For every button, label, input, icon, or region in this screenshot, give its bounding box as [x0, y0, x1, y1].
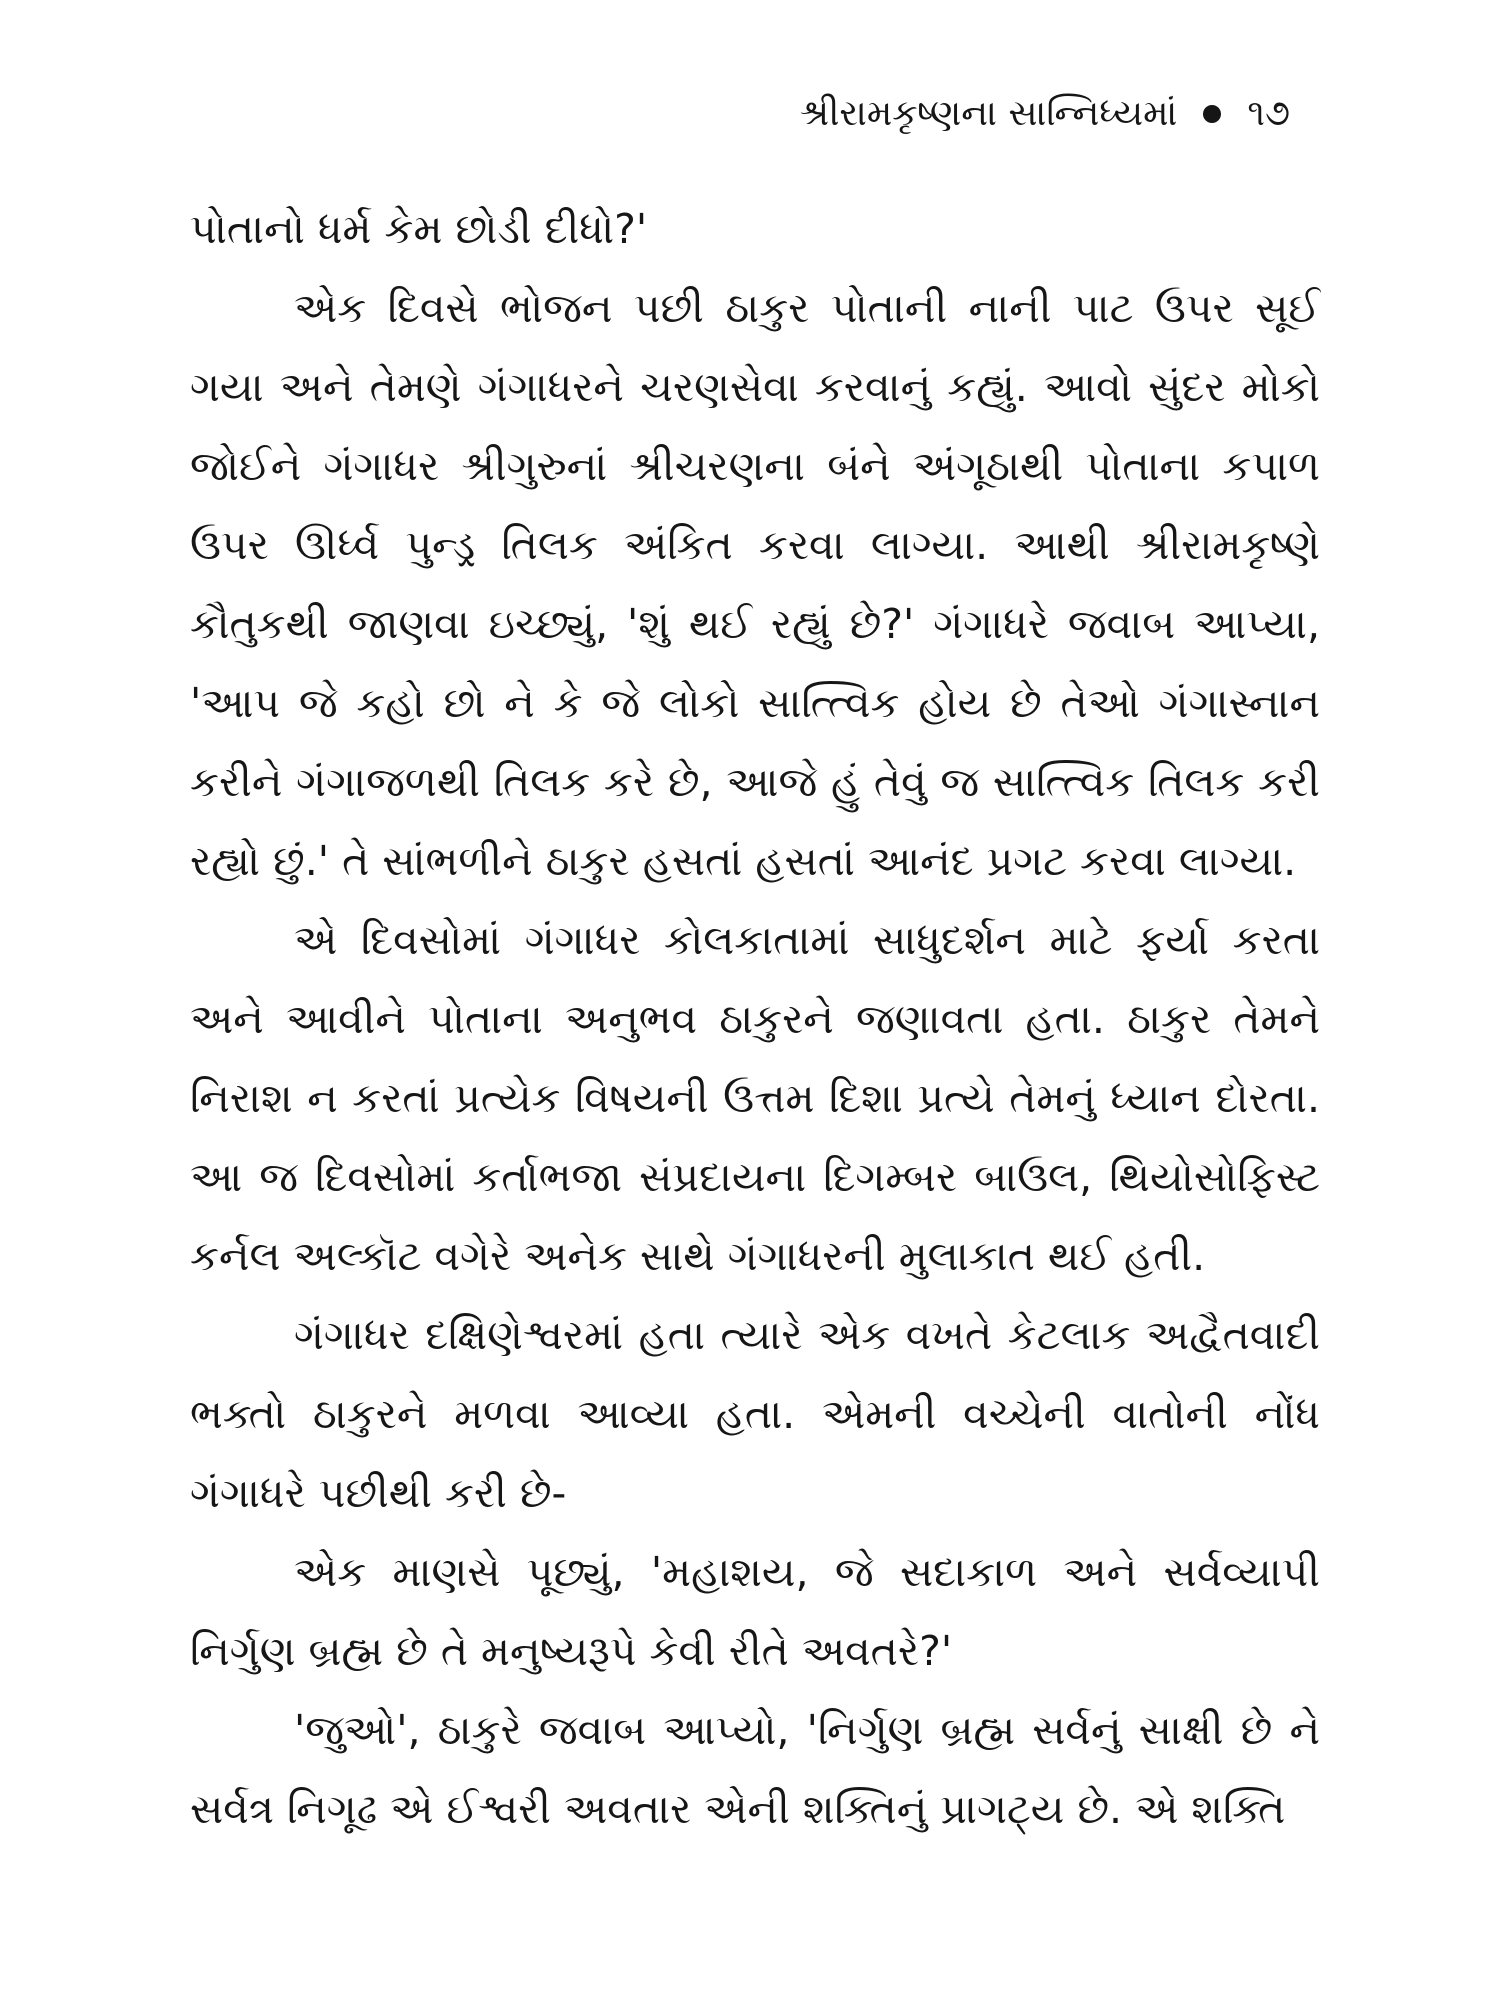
paragraph: એક માણસે પૂછ્યું, 'મહાશય, જે સદાકાળ અને સર્વવ્યાપી નિર્ગુણ બ્રહ્મ છે તે મનુષ્યરૂપે કેવી રીતે અવતરે?' — [190, 1548, 1320, 1675]
running-title: શ્રીરામકૃષ્ણના સાન્નિધ્યમાં — [799, 93, 1178, 134]
paragraph: ગંગાધર દક્ષિણેશ્વરમાં હતા ત્યારે એક વખતે કેટલાક અદ્વૈતવાદી ભક્તો ઠાકુરને મળવા આવ્યા હતા. એમની વચ્ચેની વાતોની નોંધ ગંગાધરે પછીથી કરી છે- — [190, 1311, 1320, 1517]
paragraph-continued: પોતાનો ધર્મ કેમ છોડી દીધો?' — [190, 205, 648, 253]
paragraph: એક દિવસે ભોજન પછી ઠાકુર પોતાની નાની પાટ ઉપર સૂઈ ગયા અને તેમણે ગંગાધરને ચરણસેવા કરવાનું કહ્યું. આવો સુંદર મોકો જોઈને ગંગાધર શ્રીગુરુનાં શ્રીચરણના બંને અંગૂઠાથી પોતાના કપાળ ઉપર ઊર્ધ્વ પુન્ડ્ર તિલક અંકિત કરવા લાગ્યા. આથી શ્રીરામકૃષ્ણે કૌતુકથી જાણવા ઇચ્છ્યું, 'શું થઈ રહ્યું છે?' ગંગાધરે જવાબ આપ્યા, 'આપ જે કહો છો ને કે જે લોકો સાત્ત્વિક હોય છે તેઓ ગંગાસ્નાન કરીને ગંગાજળથી તિલક કરે છે, આજે હું તેવું જ સાત્ત્વિક તિલક કરી રહ્યો છું.' તે સાંભળીને ઠાકુર હસતાં હસતાં આનંદ પ્રગટ કરવા લાગ્યા. — [190, 284, 1320, 885]
paragraph: એ દિવસોમાં ગંગાધર કોલકાતામાં સાધુદર્શન માટે ફર્યા કરતા અને આવીને પોતાના અનુભવ ઠાકુરને જણાવતા હતા. ઠાકુર તેમને નિરાશ ન કરતાં પ્રત્યેક વિષયની ઉત્તમ દિશા પ્રત્યે તેમનું ધ્યાન દોરતા. આ જ દિવસોમાં કર્તાભજા સંપ્રદાયના દિગમ્બર બાઉલ, થિયોસોફિસ્ટ કર્નલ અલ્કૉટ વગેરે અનેક સાથે ગંગાધરની મુલાકાત થઈ હતી. — [190, 916, 1320, 1280]
page-number: ૧૭ — [1247, 93, 1290, 134]
bullet-icon — [1203, 105, 1221, 123]
running-header — [799, 93, 1290, 134]
paragraph: 'જુઓ', ઠાકુરે જવાબ આપ્યો, 'નિર્ગુણ બ્રહ્મ સર્વનું સાક્ષી છે ને સર્વત્ર નિગૂઢ એ ઈશ્વરી અવતાર એની શક્તિનું પ્રાગટ્ય છે. એ શક્તિ — [190, 1706, 1320, 1833]
body-text — [190, 190, 1320, 1849]
